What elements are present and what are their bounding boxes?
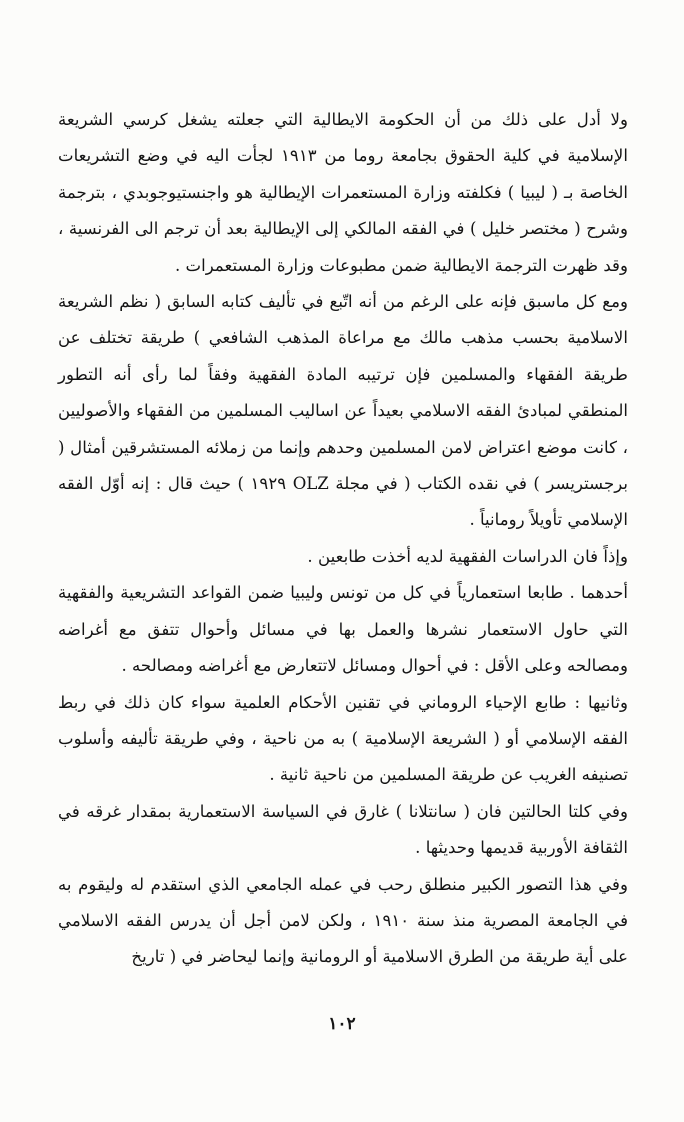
paragraph-2: ومع كل ماسبق فإنه على الرغم من أنه اتّبع في تأليف كتابه السابق ( نظم الشريعة الاسلامية بحسب مذهب مالك مع مراعاة المذهب الشافعي ) طريقة تختلف عن طريقة الفقهاء والمسلمين فإن ترتيبه المادة الفقهية وفقاً لما رأى أنه التطور المنطقي لمبادئ الفقه الاسلامي بعيداً عن اساليب المسلمين من الفقهاء والأصوليين ، كانت موضع اعتراض لامن المسلمين وحدهم وإنما من زملائه المستشرقين أمثال ( برجستريسر ) في نقده الكتاب ( في مجلة OLZ ١٩٢٩ ) حيث قال : إنه أوّل الفقه الإسلامي تأويلاً رومانياً . — [58, 292, 629, 530]
paragraph-7: وفي هذا التصور الكبير منطلق رحب في عمله الجامعي الذي استقدم له وليقوم به في الجامعة المصرية منذ سنة ١٩١٠ ، ولكن لامن أجل أن يدرس الفقه الاسلامي على أية طريقة من الطرق الاسلامية أو الرومانية وإنما ليحاضر في ( تاريخ — [58, 874, 628, 967]
paragraph-5: وثانيها : طابع الإحياء الروماني في تقنين الأحكام العلمية سواء كان ذلك في ربط الفقه الإسلامي أو ( الشريعة الإسلامية ) به من ناحية ، وفي طريقة تأليفه وأسلوب تصنيفه الغريب عن طريقة المسلمين من ناحية ثانية . — [58, 692, 628, 785]
paragraph-6: وفي كلتا الحالتين فان ( سانتلانا ) غارق في السياسة الاستعمارية بمقدار غرقه في الثقافة الأوربية قديمها وحديثها . — [58, 801, 628, 858]
paragraph-4: أحدهما . طابعا استعمارياً في كل من تونس وليبيا ضمن القواعد التشريعية والفقهية التي حاول الاستعمار نشرها والعمل بها في مسائل وأحوال تتفق مع أغراضه ومصالحه وعلى الأقل : في أحوال ومسائل لاتتعارض مع أغراضه ومصالحه . — [58, 583, 628, 676]
paragraph-1: ولا أدل على ذلك من أن الحكومة الايطالية التي جعلته يشغل كرسي الشريعة الإسلامية في كلية الحقوق بجامعة روما من ١٩١٣ لجأت اليه في وضع التشريعات الخاصة بـ ( ليبيا ) فكلفته وزارة المستعمرات الإيطالية هو واجنستيوجوبدي ، بترجمة وشرح ( مختصر خليل ) في الفقه المالكي إلى الإيطالية بعد أن ترجم الى الفرنسية ، وقد ظهرت الترجمة الايطالية ضمن مطبوعات وزارة المستعمرات . — [58, 110, 628, 275]
page-number: ١٠٢ — [328, 1014, 356, 1034]
paragraph-3: وإذاً فان الدراسات الفقهية لديه أخذت طابعين . — [307, 546, 628, 566]
page-body — [58, 102, 628, 976]
